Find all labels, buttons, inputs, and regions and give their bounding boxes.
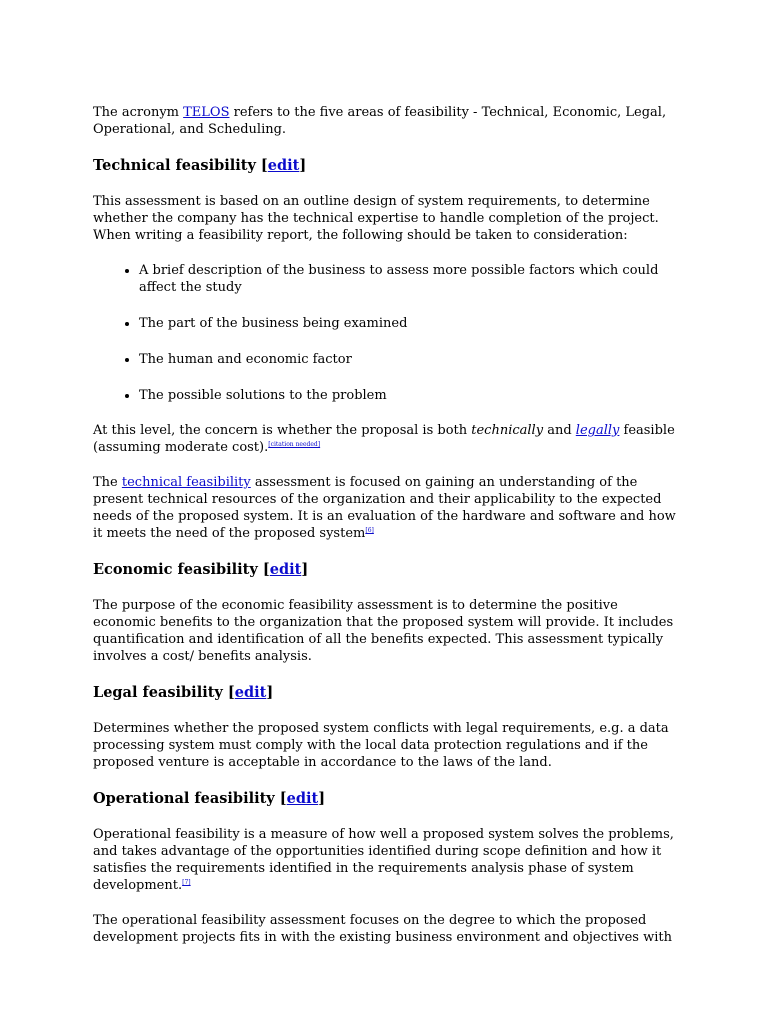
legal-heading-text: Legal feasibility: [93, 684, 223, 701]
legally-link[interactable]: [576, 423, 620, 438]
operational-heading-text: Operational feasibility: [93, 790, 275, 807]
technically-emphasis: technically: [471, 423, 544, 438]
citation-needed-superscript: [268, 441, 320, 448]
technical-edit-link[interactable]: edit: [267, 157, 300, 174]
technical-bullet-list: [93, 262, 678, 404]
list-item: • The part of the business being examined: [139, 315, 678, 332]
economic-edit-link[interactable]: edit: [269, 561, 302, 578]
economic-heading: Economic feasibility [edit]: [93, 561, 309, 578]
operational-paragraph-2: The operational feasibility assessment focuses on the degree to which the proposed development projects fits in with the existing business environment and objectives with: [93, 913, 672, 945]
legal-heading: Legal feasibility [edit]: [93, 684, 274, 701]
intro-text-before: The acronym: [93, 105, 184, 120]
para2-text-mid: and: [543, 423, 576, 438]
operational-para1-text: Operational feasibility is a measure of how well a proposed system solves the problems, and takes advantage of the opportunities identified during scope definition and how it satisfies the requirements identified in the requirements analysis phase of system development.: [93, 827, 674, 893]
intro-text-after: refers to the five areas of feasibility - Technical, Economic, Legal, Operational, and Scheduling.: [93, 105, 667, 137]
technical-heading: Technical feasibility [edit]: [93, 157, 307, 174]
operational-edit-link[interactable]: edit: [286, 790, 319, 807]
para3-text-before: The: [93, 475, 122, 490]
para2-text-after: feasible (assuming moderate cost).: [93, 423, 675, 455]
economic-paragraph: The purpose of the economic feasibility assessment is to determine the positive economic benefits to the organization that the proposed system will provide. It includes quantification and identification of all the benefits expected. This assessment typically involves a cost/ benefits analysis.: [93, 598, 674, 664]
technical-paragraph-3: [93, 474, 678, 542]
technical-feasibility-link[interactable]: technical feasibility: [121, 475, 251, 490]
operational-paragraph-1: [93, 826, 678, 894]
reference-6-link[interactable]: [6]: [365, 527, 374, 534]
reference-6-superscript: [365, 527, 374, 534]
economic-heading-text: Economic feasibility: [93, 561, 258, 578]
reference-7-link[interactable]: [7]: [182, 879, 191, 886]
intro-paragraph: [93, 104, 678, 138]
legally-link-text: legally: [575, 423, 620, 438]
legal-edit-link[interactable]: edit: [234, 684, 267, 701]
list-item: • The human and economic factor: [139, 351, 678, 368]
citation-needed-link[interactable]: [citation needed]: [268, 441, 321, 448]
technical-heading-text: Technical feasibility: [93, 157, 256, 174]
operational-heading: Operational feasibility [edit]: [93, 790, 326, 807]
telos-link[interactable]: TELOS: [183, 105, 230, 120]
technical-paragraph-2: [93, 422, 678, 456]
list-item: • The possible solutions to the problem: [139, 387, 678, 404]
list-item: • A brief description of the business to assess more possible factors which could affect the study: [139, 262, 678, 296]
reference-7-superscript: [182, 879, 191, 886]
para3-text-after: assessment is focused on gaining an understanding of the present technical resources of the organization and their applicability to the expected needs of the proposed system. It is an evaluation of the hardware and software and how it meets the need of the proposed system: [93, 475, 676, 541]
para2-text-before: At this level, the concern is whether the proposal is both: [93, 423, 472, 438]
legal-paragraph: Determines whether the proposed system conflicts with legal requirements, e.g. a data processing system must comply with the local data protection regulations and if the proposed venture is acceptable in accordance to the laws of the land.: [93, 721, 669, 770]
technical-paragraph-1: This assessment is based on an outline design of system requirements, to determine whether the company has the technical expertise to handle completion of the project. When writing a feasibility report, the following should be taken to consideration:: [93, 194, 659, 243]
